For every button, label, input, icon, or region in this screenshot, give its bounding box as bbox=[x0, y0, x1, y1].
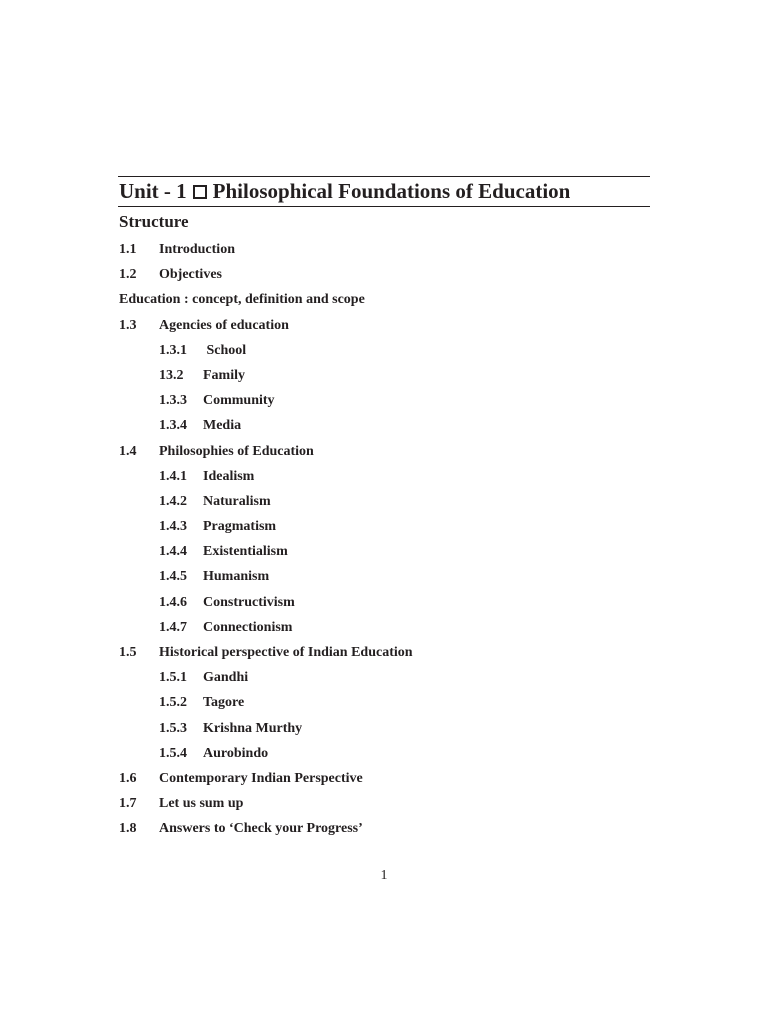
toc-entry-label: Existentialism bbox=[203, 544, 288, 560]
toc-entry-label: Education : concept, definition and scope bbox=[119, 292, 365, 308]
structure-heading: Structure bbox=[119, 212, 189, 231]
toc-entry-number: 1.2 bbox=[119, 267, 137, 283]
toc-entry-label: Historical perspective of Indian Education bbox=[159, 645, 413, 660]
toc-entry bbox=[119, 768, 659, 793]
toc-entry-label: Connectionism bbox=[203, 619, 293, 635]
toc-entry-number: 1.4.2 bbox=[159, 493, 187, 509]
toc-entry-number: 1.4.6 bbox=[159, 594, 187, 610]
toc-entry bbox=[119, 692, 659, 717]
toc-entry-number: 1.5.4 bbox=[159, 745, 187, 761]
toc-entry-label: Aurobindo bbox=[203, 745, 269, 761]
toc-entry-number: 1.4.5 bbox=[159, 569, 187, 585]
toc-entry bbox=[119, 289, 659, 314]
toc-entry bbox=[119, 667, 659, 692]
toc-entry bbox=[119, 315, 659, 340]
toc-entry bbox=[119, 541, 659, 566]
toc-entry-number: 1.5.2 bbox=[159, 695, 187, 711]
toc-entry-label: Naturalism bbox=[203, 493, 271, 509]
toc-entry bbox=[119, 617, 659, 642]
toc-entry-number: 1.4.1 bbox=[159, 468, 187, 484]
toc-entry bbox=[119, 642, 659, 667]
toc-entry-number: 1.3.4 bbox=[159, 418, 187, 434]
toc-entry bbox=[119, 743, 659, 768]
page-number: 1 bbox=[380, 868, 388, 883]
toc-entry bbox=[119, 466, 659, 491]
toc-entry-number: 1.5.3 bbox=[159, 720, 187, 736]
toc-entry-label: Tagore bbox=[203, 695, 245, 711]
toc-entry-label: Gandhi bbox=[203, 670, 249, 686]
toc-entry-number: 1.6 bbox=[119, 770, 137, 786]
toc-entry-label: Philosophies of Education bbox=[159, 443, 314, 459]
toc-entry bbox=[119, 441, 659, 466]
toc-entry-number: 13.2 bbox=[159, 367, 184, 383]
toc-entry-label: Media bbox=[203, 418, 242, 434]
toc-entry-label: Krishna Murthy bbox=[203, 720, 303, 736]
toc-entry-label: Let us sum up bbox=[159, 796, 244, 812]
toc-entry-number: 1.3.1 bbox=[159, 342, 187, 358]
toc-entry-number: 1.5 bbox=[119, 645, 137, 660]
toc-entry bbox=[119, 818, 659, 843]
toc-entry bbox=[119, 415, 659, 440]
toc-entry-label: Humanism bbox=[203, 569, 270, 585]
toc-entry bbox=[119, 390, 659, 415]
toc-entry bbox=[119, 718, 659, 743]
toc-entry-number: 1.4.3 bbox=[159, 519, 187, 535]
toc-entry-number: 1.7 bbox=[119, 796, 137, 812]
toc-entry bbox=[119, 516, 659, 541]
table-of-contents bbox=[119, 239, 659, 844]
toc-entry-number: 1.5.1 bbox=[159, 670, 187, 686]
toc-entry-label: Family bbox=[203, 367, 245, 383]
toc-entry-label: Objectives bbox=[159, 267, 222, 283]
toc-entry bbox=[119, 793, 659, 818]
toc-entry-label: Community bbox=[203, 393, 275, 409]
toc-entry-label: Idealism bbox=[203, 468, 255, 484]
toc-entry-label: Constructivism bbox=[203, 594, 295, 610]
toc-entry-label: Agencies of education bbox=[159, 317, 289, 333]
toc-entry bbox=[119, 365, 659, 390]
toc-entry-number: 1.8 bbox=[119, 821, 137, 837]
toc-entry-label: Answers to ‘Check your Progress’ bbox=[159, 821, 363, 837]
toc-entry-number: 1.4 bbox=[119, 443, 137, 459]
toc-entry bbox=[119, 491, 659, 516]
square-icon bbox=[193, 185, 207, 199]
toc-entry-number: 1.3.3 bbox=[159, 393, 187, 409]
toc-entry-label: Introduction bbox=[159, 242, 235, 257]
toc-entry-label: School bbox=[203, 342, 247, 358]
toc-entry-number: 1.1 bbox=[119, 242, 137, 257]
toc-entry bbox=[119, 264, 659, 289]
toc-entry-number: 1.4.7 bbox=[159, 619, 187, 635]
toc-entry bbox=[119, 566, 659, 591]
toc-entry bbox=[119, 239, 659, 264]
unit-title bbox=[119, 177, 570, 205]
toc-entry-number: 1.3 bbox=[119, 317, 137, 333]
toc-entry bbox=[119, 592, 659, 617]
unit-title-text: Philosophical Foundations of Education bbox=[212, 179, 571, 203]
toc-entry-number: 1.4.4 bbox=[159, 544, 187, 560]
unit-number: Unit - 1 bbox=[119, 179, 187, 203]
title-bottom-rule bbox=[118, 206, 650, 207]
toc-entry-label: Contemporary Indian Perspective bbox=[159, 770, 363, 786]
toc-entry bbox=[119, 340, 659, 365]
toc-entry-label: Pragmatism bbox=[203, 519, 277, 535]
